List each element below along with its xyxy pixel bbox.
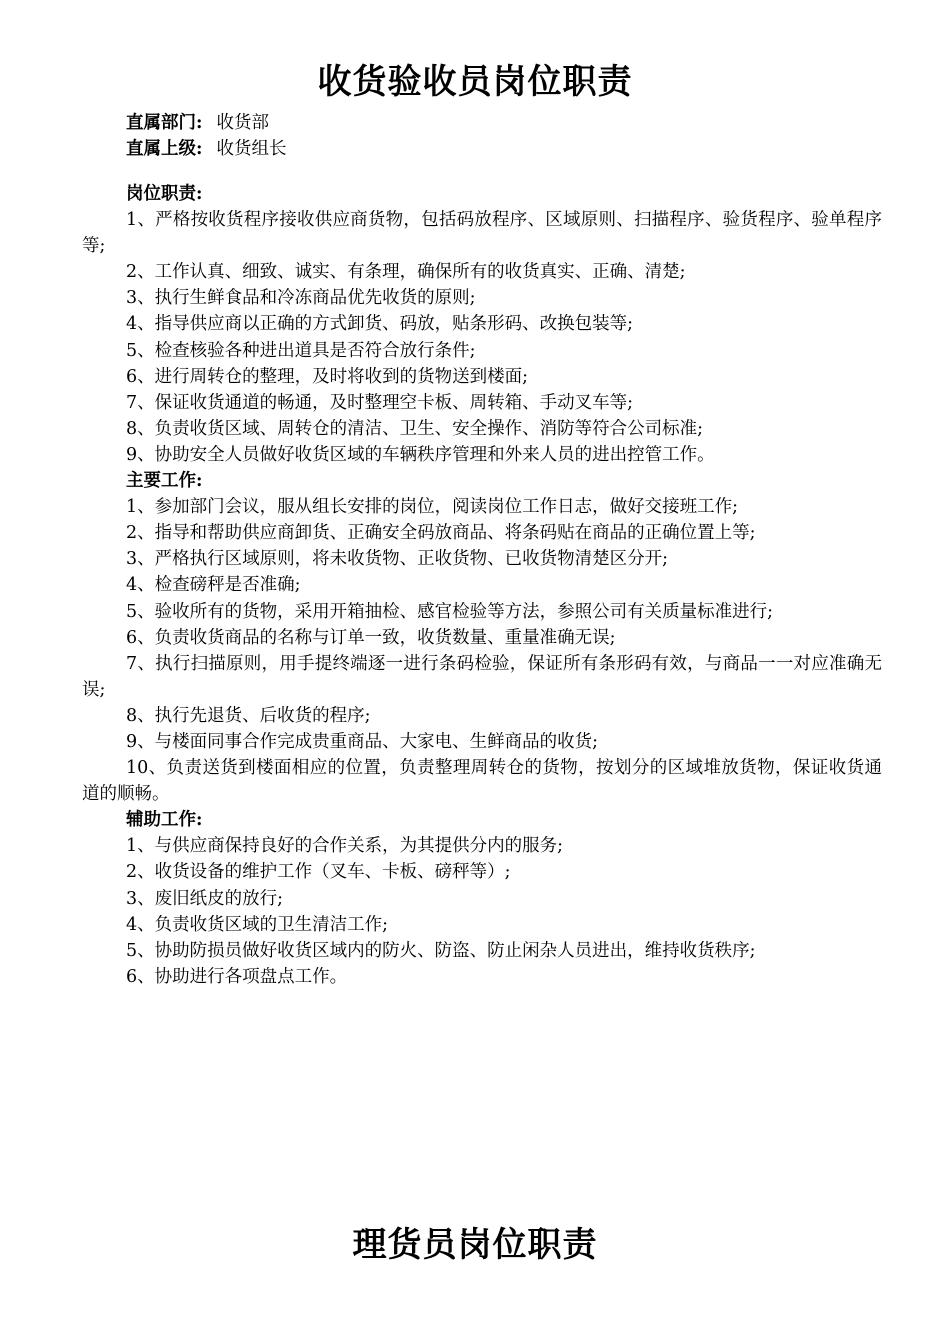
next-section-title: 理货员岗位职责 [352, 1224, 598, 1265]
section-heading-main-work: 主要工作: [126, 471, 203, 492]
list-item: 9、协助安全人员做好收货区域的车辆秩序管理和外来人员的进出控管工作。 [126, 444, 715, 465]
list-item: 5、检查核验各种进出道具是否符合放行条件; [126, 340, 476, 361]
superior-value: 收货组长 [216, 139, 287, 159]
list-item: 1、参加部门会议，服从组长安排的岗位，阅读岗位工作日志，做好交接班工作; [126, 497, 739, 518]
section-heading-duties: 岗位职责: [126, 184, 203, 204]
duties-body [82, 181, 882, 990]
list-item: 8、负责收货区域、周转仓的清洁、卫生、安全操作、消防等符合公司标准; [126, 418, 704, 439]
list-item: 2、收货设备的维护工作（叉车、卡板、磅秤等）; [126, 862, 511, 883]
list-item: 1、与供应商保持良好的合作关系，为其提供分内的服务; [126, 836, 564, 857]
superior-label: 直属上级: [126, 139, 203, 159]
list-item: 5、验收所有的货物，采用开箱抽检、感官检验等方法，参照公司有关质量标准进行; [126, 601, 774, 622]
section-heading-auxiliary-work: 辅助工作: [126, 810, 203, 831]
dept-label: 直属部门: [126, 113, 203, 133]
list-item: 4、负责收货区域的卫生清洁工作; [126, 914, 389, 935]
list-item: 3、执行生鲜食品和冷冻商品优先收货的原则; [126, 288, 476, 309]
dept-value: 收货部 [216, 113, 269, 133]
list-item: 3、严格执行区域原则，将未收货物、正收货物、已收货物清楚区分开; [126, 549, 669, 570]
list-item: 7、保证收货通道的畅通，及时整理空卡板、周转箱、手动叉车等; [126, 392, 634, 413]
list-item: 9、与楼面同事合作完成贵重商品、大家电、生鲜商品的收货; [126, 731, 599, 752]
list-item: 3、废旧纸皮的放行; [126, 888, 284, 909]
list-item: 4、指导供应商以正确的方式卸货、码放，贴条形码、改换包装等; [126, 314, 634, 335]
dept-row [126, 110, 286, 136]
list-item: 1、严格按收货程序接收供应商货物，包括码放程序、区域原则、扫描程序、验货程序、验单程序等; [82, 210, 882, 257]
list-item: 8、执行先退货、后收货的程序; [126, 705, 371, 726]
list-item: 4、检查磅秤是否准确; [126, 575, 301, 596]
list-item: 2、指导和帮助供应商卸货、正确安全码放商品、将条码贴在商品的正确位置上等; [126, 523, 756, 544]
page-title: 收货验收员岗位职责 [317, 61, 633, 102]
list-item: 7、执行扫描原则，用手提终端逐一进行条码检验，保证所有条形码有效，与商品一一对应准确无误; [82, 653, 882, 700]
list-item: 5、协助防损员做好收货区域内的防火、防盗、防止闲杂人员进出，维持收货秩序; [126, 940, 756, 961]
superior-row [126, 136, 286, 162]
list-item: 6、进行周转仓的整理，及时将收到的货物送到楼面; [126, 366, 529, 387]
list-item: 10、负责送货到楼面相应的位置，负责整理周转仓的货物，按划分的区域堆放货物，保证收货通道的顺畅。 [82, 758, 882, 805]
meta-block [126, 110, 286, 162]
list-item: 6、负责收货商品的名称与订单一致，收货数量、重量准确无误; [126, 627, 616, 648]
list-item: 2、工作认真、细致、诚实、有条理，确保所有的收货真实、正确、清楚; [126, 262, 686, 283]
list-item: 6、协助进行各项盘点工作。 [126, 966, 348, 987]
